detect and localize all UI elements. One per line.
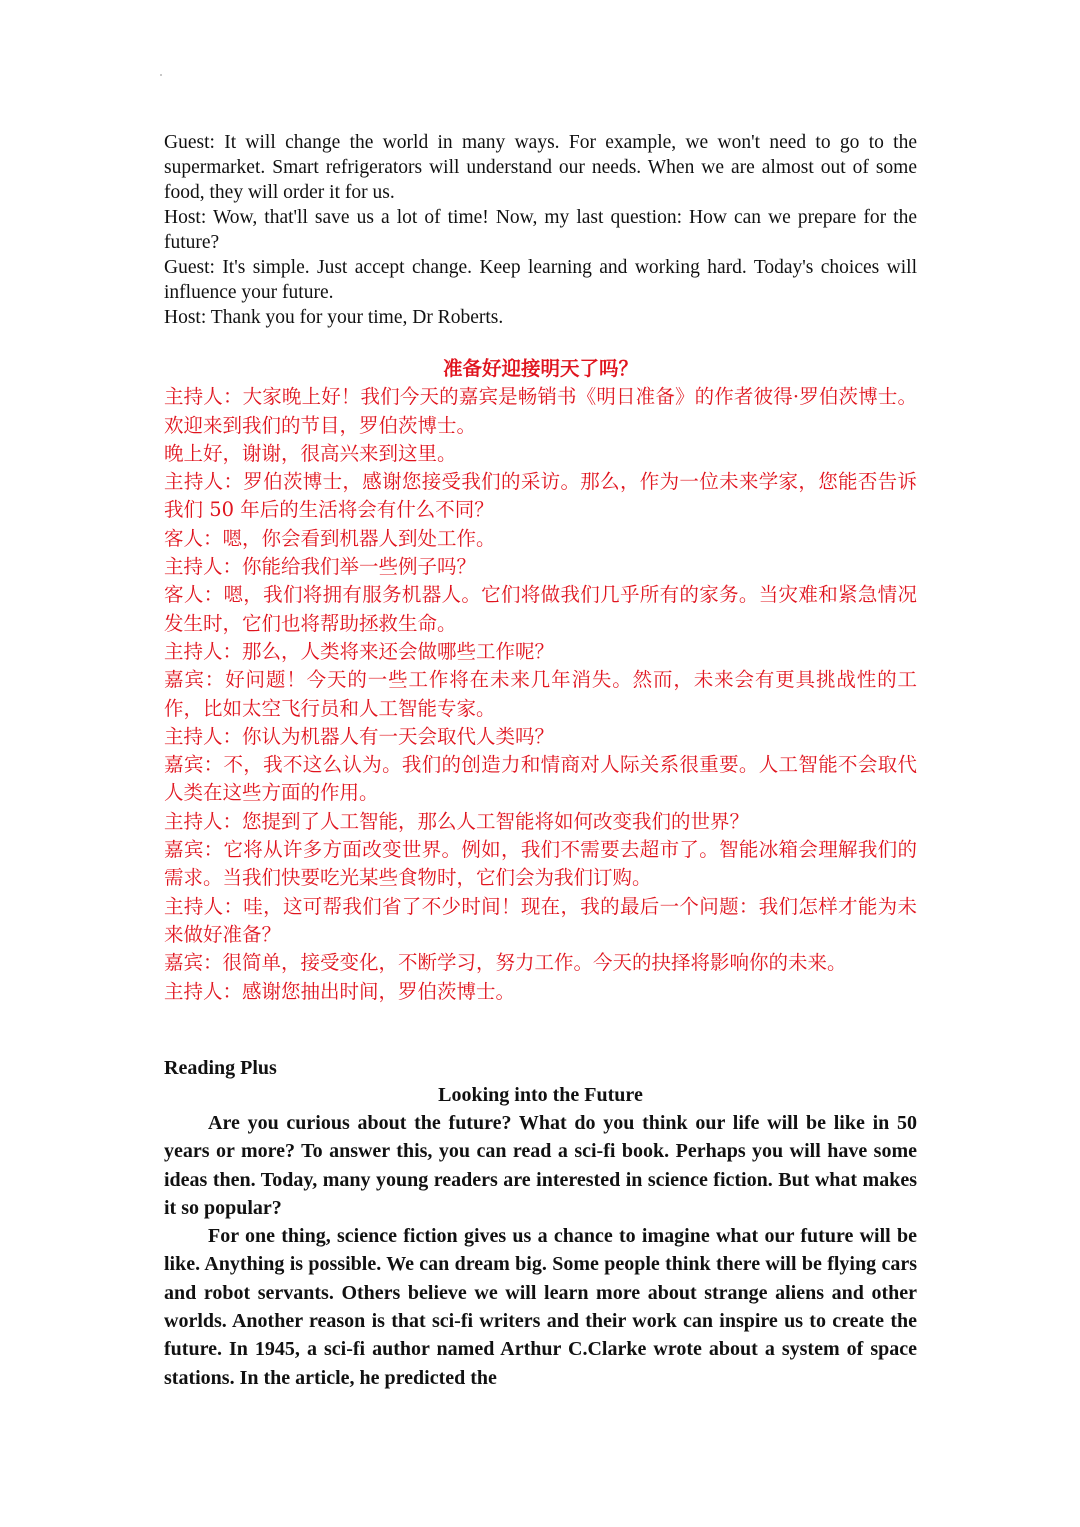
chinese-line: 客人：嗯，你会看到机器人到处工作。 bbox=[164, 526, 496, 550]
reading-plus-section bbox=[164, 1055, 917, 1392]
section-label: Reading Plus bbox=[164, 1057, 277, 1079]
chinese-line: 嘉宾：很简单，接受变化，不断学习，努力工作。今天的抉择将影响你的未来。 bbox=[164, 951, 847, 975]
chinese-translation bbox=[164, 355, 917, 1006]
chinese-line: 嘉宾：好问题！今天的一些工作将在未来几年消失。然而，未来会有更具挑战性的工作，比如太空飞行员和人工智能专家。 bbox=[164, 668, 917, 720]
chinese-line: 主持人：你能给我们举一些例子吗？ bbox=[164, 555, 477, 579]
english-dialogue bbox=[164, 130, 917, 330]
english-line: Host: Thank you for your time, Dr Roberts. bbox=[164, 307, 504, 328]
article-title: Looking into the Future bbox=[438, 1084, 643, 1106]
article-paragraph: Are you curious about the future? What do you think our life will be like in 50 years or more? To answer this, you can read a sci-fi book. Perhaps you will have some ideas then. Today, many young readers are interested in science fiction. But what makes it so popular? bbox=[164, 1112, 917, 1219]
chinese-line: 主持人：哇，这可帮我们省了不少时间！现在，我的最后一个问题：我们怎样才能为未来做好准备？ bbox=[164, 894, 917, 946]
chinese-line: 嘉宾：不，我不这么认为。我们的创造力和情商对人际关系很重要。人工智能不会取代人类在这些方面的作用。 bbox=[164, 753, 917, 805]
chinese-line: 客人：嗯，我们将拥有服务机器人。它们将做我们几乎所有的家务。当灾难和紧急情况发生时，它们也将帮助拯救生命。 bbox=[164, 583, 917, 635]
chinese-line: 主持人：大家晚上好！我们今天的嘉宾是畅销书《明日准备》的作者彼得·罗伯茨博士。欢迎来到我们的节目，罗伯茨博士。 bbox=[164, 385, 917, 437]
chinese-line: 主持人：感谢您抽出时间，罗伯茨博士。 bbox=[164, 979, 516, 1003]
chinese-line: 嘉宾：它将从许多方面改变世界。例如，我们不需要去超市了。智能冰箱会理解我们的需求。当我们快要吃光某些食物时，它们会为我们订购。 bbox=[164, 838, 917, 890]
chinese-line: 晚上好，谢谢，很高兴来到这里。 bbox=[164, 441, 457, 465]
article-paragraph: For one thing, science fiction gives us a chance to imagine what our future will be like. Anything is possible. We can dream big. Some people think there will be flying cars and robot servants. Others believe we will learn more about strange aliens and other worlds. Another reason is that sci-fi writers and their work can inspire us to create the future. In 1945, a sci-fi author named Arthur C.Clarke wrote about a system of space stations. In the article, he predicted the bbox=[164, 1225, 917, 1389]
dialogue-section bbox=[164, 130, 917, 1006]
english-line: Host: Wow, that'll save us a lot of time! Now, my last question: How can we prepare for the future? bbox=[164, 207, 917, 253]
chinese-line: 主持人：罗伯茨博士，感谢您接受我们的采访。那么，作为一位未来学家，您能否告诉我们 50 年后的生活将会有什么不同？ bbox=[164, 470, 917, 522]
english-line: Guest: It's simple. Just accept change. Keep learning and working hard. Today's choices will influence your future. bbox=[164, 257, 917, 303]
chinese-line: 主持人：您提到了人工智能，那么人工智能将如何改变我们的世界？ bbox=[164, 809, 750, 833]
chinese-title: 准备好迎接明天了吗？ bbox=[442, 357, 638, 380]
english-line: Guest: It will change the world in many ways. For example, we won't need to go to the supermarket. Smart refrigerators will understand our needs. When we are almost out of some food, they will order it for us. bbox=[164, 132, 917, 203]
chinese-line: 主持人：你认为机器人有一天会取代人类吗？ bbox=[164, 724, 555, 748]
chinese-line: 主持人：那么，人类将来还会做哪些工作呢？ bbox=[164, 639, 555, 663]
scan-speck bbox=[160, 74, 162, 76]
